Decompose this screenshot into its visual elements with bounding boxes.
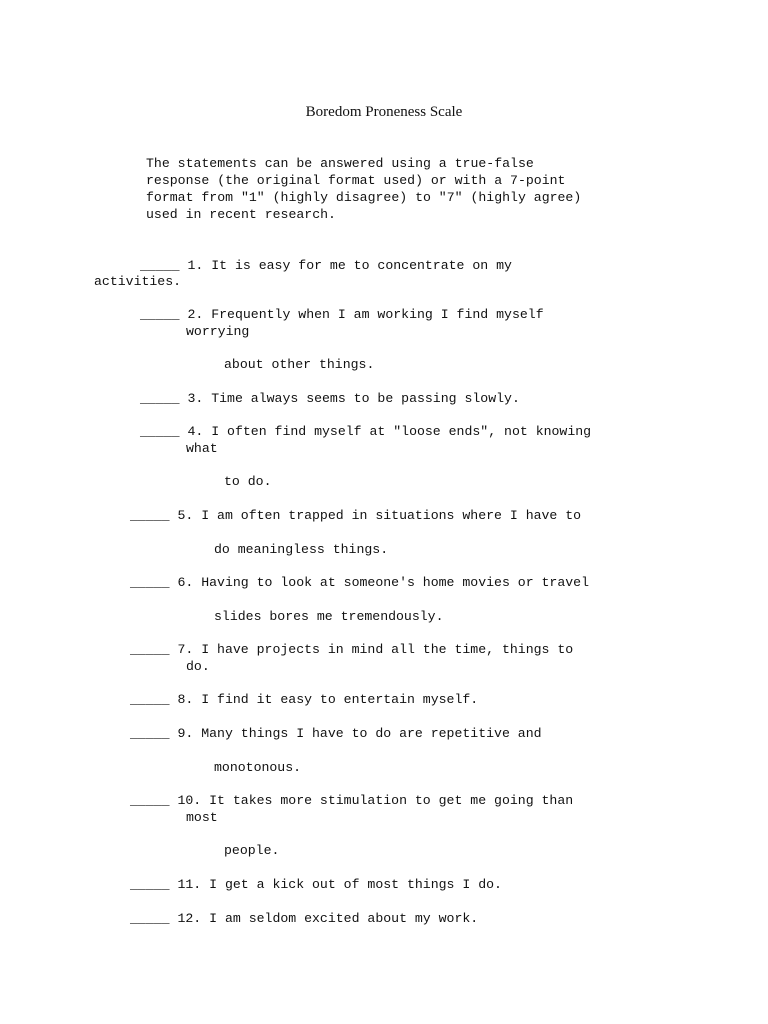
item-text: _____ 11. I get a kick out of most things I do. [130, 877, 502, 892]
document-title: Boredom Proneness Scale [305, 104, 463, 120]
item-text: _____ 6. Having to look at someone's home movies or travel [130, 575, 589, 590]
item-text: _____ 2. Frequently when I am working I find myself [140, 307, 544, 322]
intro-line-4: used in recent research. [146, 207, 336, 222]
item-continuation: do meaningless things. [214, 542, 389, 557]
item-text: _____ 5. I am often trapped in situations where I have to [130, 508, 582, 523]
item-text: _____ 8. I find it easy to entertain myself. [130, 692, 479, 707]
item-text: _____ 12. I am seldom excited about my work. [130, 911, 479, 926]
intro-line-2: response (the original format used) or with a 7-point [146, 173, 566, 188]
item-continuation: most [186, 810, 218, 825]
item-text: _____ 4. I often find myself at "loose ends", not knowing [140, 424, 592, 439]
intro-line-3: format from "1" (highly disagree) to "7" (highly agree) [146, 190, 582, 205]
intro-line-1: The statements can be answered using a true-false [146, 156, 534, 171]
item-continuation: to do. [224, 474, 272, 489]
item-continuation: people. [224, 843, 280, 858]
item-text: _____ 9. Many things I have to do are repetitive and [130, 726, 542, 741]
item-continuation: what [186, 441, 218, 456]
item-text: _____ 3. Time always seems to be passing slowly. [140, 391, 520, 406]
item-text: _____ 1. It is easy for me to concentrate on my [140, 258, 512, 273]
item-continuation: activities. [94, 274, 182, 289]
item-continuation: slides bores me tremendously. [214, 609, 444, 624]
item-text: _____ 10. It takes more stimulation to get me going than [130, 793, 574, 808]
item-continuation: do. [186, 659, 210, 674]
item-continuation: about other things. [224, 357, 375, 372]
item-text: _____ 7. I have projects in mind all the time, things to [130, 642, 574, 657]
item-continuation: worrying [186, 324, 250, 339]
item-continuation: monotonous. [214, 760, 302, 775]
